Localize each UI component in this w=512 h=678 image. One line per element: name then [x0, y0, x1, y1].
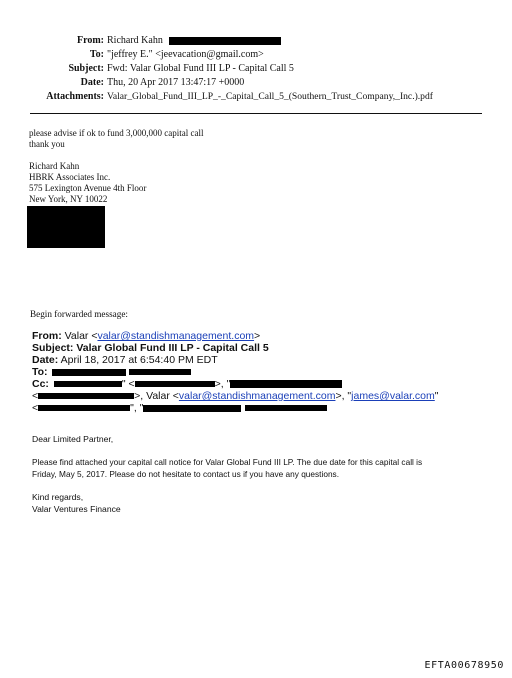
redaction-bar	[143, 405, 241, 412]
forwarded-subject-value: Valar Global Fund III LP - Capital Call 5	[76, 342, 269, 354]
forwarded-to-row	[32, 366, 191, 378]
header-subject-label: Subject:	[68, 63, 104, 74]
message-paragraph-line-1: Please find attached your capital call notice for Valar Global Fund III LP. The due date for this capital call is	[32, 457, 423, 467]
message-closing: Kind regards,	[32, 492, 84, 502]
redaction-bar	[129, 369, 191, 375]
redaction-bar	[230, 380, 342, 388]
forwarded-intro: Begin forwarded message:	[30, 309, 128, 319]
forwarded-cc3-tail: ", "	[130, 402, 144, 414]
signature-city: New York, NY 10022	[29, 194, 108, 204]
forwarded-cc-mid: " <	[121, 378, 135, 390]
header-attachments-row	[0, 91, 433, 103]
forwarded-date-row	[32, 354, 218, 366]
redaction-bar	[38, 393, 134, 399]
forwarded-date-value: April 18, 2017 at 6:54:40 PM EDT	[60, 354, 218, 366]
forwarded-subject-label: Subject:	[32, 342, 74, 354]
forwarded-from-close: >	[254, 330, 261, 342]
forwarded-cc-label: Cc:	[32, 378, 49, 390]
header-from-row	[0, 35, 281, 47]
forwarded-cc-row	[32, 378, 342, 390]
forwarded-from-label: From:	[32, 330, 62, 342]
forwarded-from-name: Valar <	[64, 330, 98, 342]
forwarded-cc-close: >, "	[214, 378, 231, 390]
header-from-value: Richard Kahn	[107, 35, 163, 46]
header-date-row	[0, 77, 244, 89]
header-attachments-value: Valar_Global_Fund_III_LP_-_Capital_Call_5_(Southern_Trust_Company,_Inc.).pdf	[107, 91, 433, 102]
header-date-label: Date:	[80, 77, 104, 88]
redaction-bar	[54, 381, 122, 387]
header-divider	[30, 113, 482, 114]
header-to-label: To:	[89, 49, 104, 60]
forwarded-to-label: To:	[32, 366, 48, 378]
forwarded-cc2-tail: >, "	[335, 390, 352, 402]
forwarded-cc2-end: "	[434, 390, 439, 402]
forwarded-date-label: Date:	[32, 354, 59, 366]
redaction-block	[27, 206, 105, 248]
header-subject-value: Fwd: Valar Global Fund III LP - Capital Call 5	[107, 63, 294, 74]
header-from-label: From:	[76, 35, 104, 46]
header-to-value: "jeffrey E." <jeevacation@gmail.com>	[107, 49, 264, 60]
header-to-row	[0, 49, 264, 61]
message-signoff: Valar Ventures Finance	[32, 504, 121, 514]
body-line-1: please advise if ok to fund 3,000,000 capital call	[29, 128, 204, 138]
redaction-bar	[38, 405, 130, 411]
message-paragraph-line-2: Friday, May 5, 2017. Please do not hesitate to contact us if you have any questions.	[32, 469, 340, 479]
document-id: EFTA00678950	[424, 660, 504, 671]
header-attachments-label: Attachments:	[46, 91, 104, 102]
forwarded-cc2-email[interactable]: valar@standishmanagement.com	[178, 390, 336, 402]
signature-company: HBRK Associates Inc.	[29, 172, 111, 182]
forwarded-from-email[interactable]: valar@standishmanagement.com	[97, 330, 255, 342]
forwarded-cc-row-2: < >, Valar <valar@standishmanagement.com>, "james@valar.com"	[32, 390, 439, 402]
redaction-bar	[169, 37, 281, 45]
forwarded-cc-row-3: < ", "	[32, 402, 327, 414]
signature-name: Richard Kahn	[29, 161, 80, 171]
header-subject-row	[0, 63, 294, 75]
message-greeting: Dear Limited Partner,	[32, 434, 114, 444]
redaction-bar	[135, 381, 215, 387]
signature-address: 575 Lexington Avenue 4th Floor	[29, 183, 147, 193]
body-line-2: thank you	[29, 139, 65, 149]
redaction-bar	[245, 405, 327, 411]
forwarded-from-row	[32, 330, 260, 342]
header-date-value: Thu, 20 Apr 2017 13:47:17 +0000	[107, 77, 245, 88]
redaction-bar	[52, 369, 126, 376]
forwarded-subject-row	[32, 342, 269, 354]
forwarded-cc2-name: >, Valar <	[134, 390, 179, 402]
forwarded-cc2-james[interactable]: james@valar.com	[351, 390, 435, 402]
